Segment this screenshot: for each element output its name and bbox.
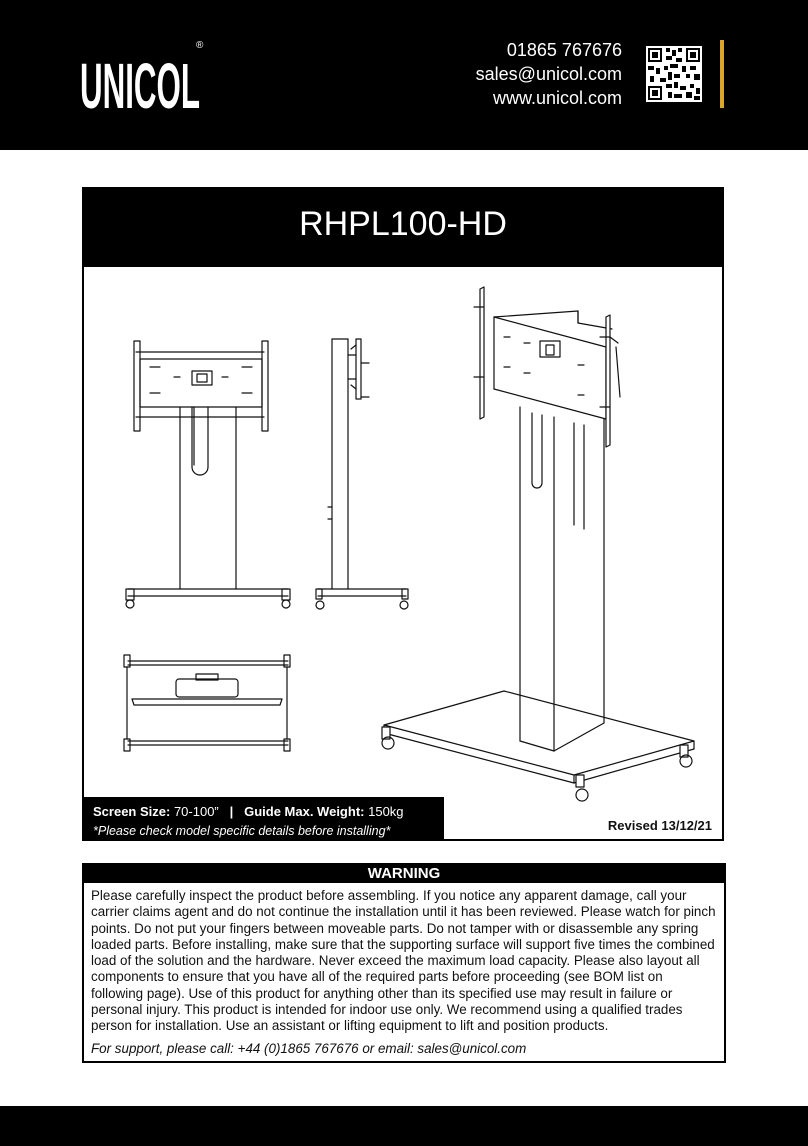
screen-size-value: 70-100”: [173, 804, 219, 819]
top-view-drawing: [124, 655, 290, 751]
warning-panel: [82, 863, 726, 1063]
screen-size-label: Screen Size:: [93, 804, 171, 819]
front-view-drawing: [126, 341, 290, 608]
product-line-drawings: [84, 267, 722, 839]
support-contact: For support, please call: +44 (0)1865 767676 or email: sales@unicol.com: [91, 1040, 527, 1056]
spec-row: [93, 804, 444, 819]
max-weight-value: 150kg: [368, 804, 404, 819]
warning-title: WARNING: [84, 865, 724, 883]
unicol-logo: [80, 34, 210, 122]
logo-text: UNICOL: [80, 50, 200, 122]
side-view-drawing: [316, 339, 408, 609]
isometric-view-drawing: [382, 287, 694, 801]
product-panel: [82, 187, 724, 841]
email-link[interactable]: sales@unicol.com: [475, 64, 622, 84]
warning-body: Please carefully inspect the product before assembling. If you notice any apparent damage, call your carrier claims agent and do not continue the installation until it has been reviewed. Please watch for pinch points. Do not put your fingers between moveable parts. Do not tamper with or disassemble any spring loaded parts. Before installing, make sure that the supporting surface will support five times the combined load of the solution and the hardware. Never exceed the maximum load capacity. Please also layout all components to ensure that you have all of the required parts before proceeding (see BOM list on following page). Use of this product for anything other than its specified use may result in failure or personal injury. This product is intended for indoor use only. We recommend using a qualified trades person for installation. Use an assistant or lifting equipment to lift and position products.: [91, 888, 716, 1034]
footer-bar: [0, 1106, 808, 1146]
accent-divider: [720, 40, 724, 108]
website-link[interactable]: www.unicol.com: [492, 88, 622, 108]
model-title: RHPL100-HD: [84, 189, 722, 267]
spec-box: [82, 797, 444, 841]
max-weight-label: Guide Max. Weight:: [244, 804, 365, 819]
phone-number[interactable]: 01865 767676: [506, 40, 622, 60]
revision-date: Revised 13/12/21: [607, 818, 712, 833]
qr-code-icon[interactable]: [646, 46, 702, 102]
registered-mark: ®: [196, 40, 204, 51]
spec-separator: |: [229, 804, 234, 819]
header-bar: [0, 0, 808, 150]
spec-note: *Please check model specific details before installing*: [93, 824, 391, 838]
contact-block: [476, 38, 622, 110]
